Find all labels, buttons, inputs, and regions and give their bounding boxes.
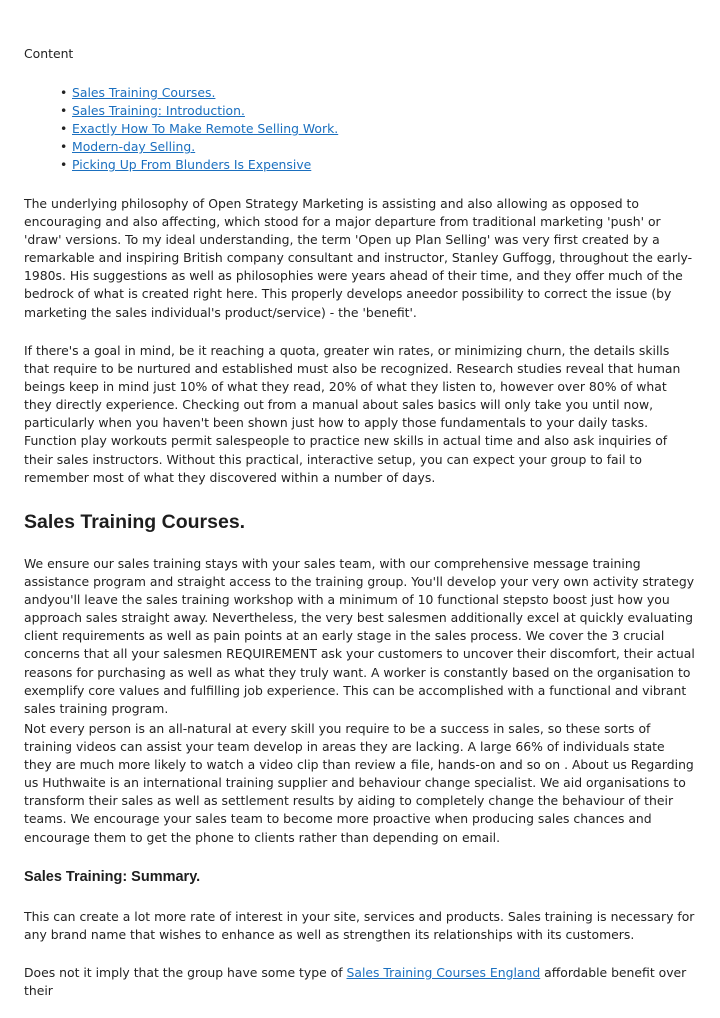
toc-link-sales-training-introduction[interactable]: Sales Training: Introduction. (72, 103, 245, 119)
bullet-icon: • (60, 157, 68, 173)
toc-item (60, 84, 338, 102)
paragraph-goals: If there's a goal in mind, be it reaching a quota, greater win rates, or minimizing churn, the details skills that require to be nurtured and established must also be recognized. Research studies reveal that human beings keep in mind just 10% of what they read, 20% of what they listen to, however over 80% of what they directly experience. Checking out from a manual about sales basics will only take you until now, particularly when you haven't been shown just how to apply those fundamentals to your daily tasks. Function play workouts permit salespeople to practice new skills in actual time and also ask inquiries of their sales instructors. Without this practical, interactive setup, you can expect your group to fail to remember most of what they discovered within a number of days. (24, 343, 681, 485)
toc-label: Content (24, 46, 74, 61)
paragraph-benefit-text-end: affordable benefit over their (24, 965, 687, 999)
table-of-contents (60, 84, 338, 174)
heading-sales-training-summary: Sales Training: Summary. (24, 869, 201, 885)
bullet-icon: • (60, 121, 68, 137)
link-sales-training-courses-england[interactable]: Sales Training Courses England (346, 965, 541, 980)
toc-link-sales-training-courses[interactable]: Sales Training Courses. (72, 85, 216, 100)
toc-item (60, 138, 338, 156)
toc-link-remote-selling[interactable]: Exactly How To Make Remote Selling Work. (72, 121, 339, 137)
paragraph-benefit-text-start: Does not it imply that the group have some type of (24, 965, 347, 980)
paragraph-training-program: We ensure our sales training stays with your sales team, with our comprehensive message training assistance program and straight access to the training group. You'll develop your very own activity strategy andyou'll leave the sales training workshop with a minimum of 10 functional stepsto boost just how you approach sales straight away. Nevertheless, the very best salesmen additionally excel at quickly evaluating client requirements as well as pain points at an early stage in the sales process. We cover the 3 crucial concerns that all your salesmen REQUIREMENT ask your customers to uncover their discomfort, their actual reasons for purchasing as well as what they truly want. A worker is constantly based on the organisation to exemplify core values and fulfilling job experience. This can be accomplished with a functional and vibrant sales training program. (24, 556, 695, 716)
paragraph-philosophy: The underlying philosophy of Open Strategy Marketing is assisting and also allowing as opposed to encouraging and also affecting, which stood for a major departure from traditional marketing 'push' or 'draw' versions. To my ideal understanding, the term 'Open up Plan Selling' was very first created by a remarkable and inspiring British company consultant and instructor, Stanley Guffogg, throughout the early-1980s. His suggestions as well as philosophies were years ahead of their time, and they offer much of the bedrock of what is created right here. This properly develops aneedor possibility to correct the issue (by marketing the sales individual's product/service) - the 'benefit'. (24, 196, 693, 320)
bullet-icon: • (60, 139, 68, 155)
paragraph-summary: This can create a lot more rate of interest in your site, services and products. Sales training is necessary for any brand name that wishes to enhance as well as strengthen its relationships with its customers. (24, 909, 695, 943)
toc-link-modern-day-selling[interactable]: Modern-day Selling. (72, 139, 196, 155)
heading-sales-training-courses: Sales Training Courses. (24, 511, 246, 533)
toc-item (60, 156, 338, 174)
toc-item (60, 120, 338, 138)
paragraph-benefit (24, 964, 696, 1000)
toc-link-picking-up-from-blunders[interactable]: Picking Up From Blunders Is Expensive (72, 157, 312, 173)
toc-item (60, 102, 338, 120)
paragraph-training-videos: Not every person is an all-natural at every skill you require to be a success in sales, so these sorts of training videos can assist your team develop in areas they are lacking. A large 66% of individuals state they are much more likely to watch a video clip than review a file, hands-on and so on . About us Regarding us Huthwaite is an international training supplier and behaviour change specialist. We aid organisations to transform their sales as well as settlement results by aiding to completely change the behaviour of their teams. We encourage your sales team to become more proactive when producing sales chances and encourage them to get the phone to clients rather than depending on email. (24, 721, 694, 845)
bullet-icon: • (60, 85, 68, 100)
bullet-icon: • (60, 103, 68, 119)
